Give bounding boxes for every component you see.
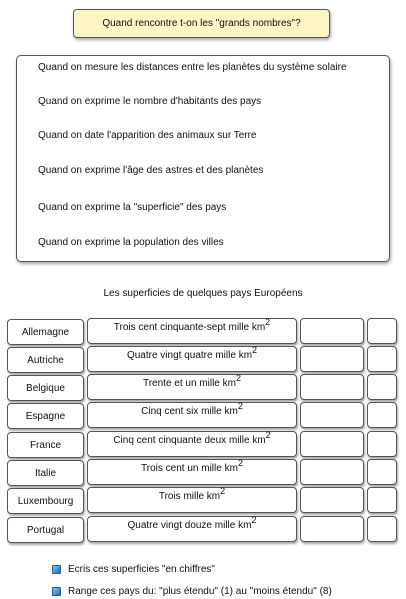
page-title: Quand rencontre t-on les "grands nombres"? — [102, 18, 301, 29]
country-name: Italie — [34, 467, 57, 479]
country-name: Belgique — [26, 382, 65, 394]
list-item: Quand on mesure les distances entre les planètes du système solaire — [38, 62, 347, 73]
area-text: Trois cent un mille $km^2$ — [141, 457, 243, 474]
rank-input[interactable] — [367, 487, 397, 513]
area-text-cell — [87, 374, 297, 400]
rank-input[interactable] — [367, 374, 397, 400]
area-text-cell — [87, 516, 297, 542]
country-cell — [7, 460, 84, 486]
situations-list — [16, 55, 390, 262]
area-text: Trois mille $km^2$ — [158, 485, 226, 502]
list-item: Quand on date l'apparition des animaux sur Terre — [38, 130, 257, 141]
area-number-input[interactable] — [300, 402, 364, 428]
area-text-cell — [87, 431, 297, 457]
area-text: Trois cent cinquante-sept mille $km^2$ — [113, 316, 271, 333]
bullet-square-icon — [52, 565, 61, 574]
area-text: Trente et un mille $km^2$ — [142, 372, 242, 389]
area-text-cell — [87, 402, 297, 428]
area-text: Cinq cent cinquante deux mille $km^2$ — [113, 429, 271, 446]
area-number-input[interactable] — [300, 516, 364, 542]
instruction-text: Range ces pays du: "plus étendu" (1) au "moins étendu" (8) — [68, 586, 332, 597]
instruction-text: Ecris ces superficies "en chiffres" — [68, 564, 215, 575]
area-number-input[interactable] — [300, 459, 364, 485]
area-text: Cinq cent six mille $km^2$ — [141, 400, 243, 417]
page-title-box — [73, 9, 330, 38]
list-item: Quand on exprime la population des villes — [38, 237, 224, 248]
country-cell — [7, 517, 84, 543]
country-name: Espagne — [25, 410, 66, 422]
rank-input[interactable] — [367, 516, 397, 542]
area-number-input[interactable] — [300, 374, 364, 400]
area-text-cell — [87, 459, 297, 485]
list-item: Quand on exprime la "superficie" des pays — [38, 202, 227, 213]
area-number-input[interactable] — [300, 487, 364, 513]
rank-input[interactable] — [367, 459, 397, 485]
rank-input[interactable] — [367, 346, 397, 372]
country-name: Autriche — [27, 354, 64, 366]
country-name: Luxembourg — [17, 495, 74, 507]
rank-input[interactable] — [367, 402, 397, 428]
area-number-input[interactable] — [300, 431, 364, 457]
area-number-input[interactable] — [300, 346, 364, 372]
country-name: France — [29, 439, 62, 451]
list-item: Quand on exprime le nombre d'habitants des pays — [38, 96, 262, 107]
rank-input[interactable] — [367, 431, 397, 457]
country-cell — [7, 319, 84, 345]
country-name: Allemagne — [21, 326, 70, 338]
country-cell — [7, 347, 84, 373]
area-text-cell — [87, 346, 297, 372]
country-cell — [7, 432, 84, 458]
area-number-input[interactable] — [300, 318, 364, 344]
rank-input[interactable] — [367, 318, 397, 344]
bullet-square-icon — [52, 587, 61, 596]
area-text: Quatre vingt quatre mille $km^2$ — [126, 344, 258, 361]
area-text-cell — [87, 487, 297, 513]
table-title: Les superficies de quelques pays Européens — [103, 288, 303, 299]
area-text-cell — [87, 318, 297, 344]
country-cell — [7, 488, 84, 514]
instruction-item — [52, 586, 332, 597]
instruction-item — [52, 564, 215, 575]
country-cell — [7, 403, 84, 429]
list-item: Quand on exprime l'âge des astres et des planètes — [38, 165, 264, 176]
country-cell — [7, 375, 84, 401]
country-name: Portugal — [26, 524, 65, 536]
area-text: Quatre vingt douze mille $km^2$ — [127, 514, 257, 531]
